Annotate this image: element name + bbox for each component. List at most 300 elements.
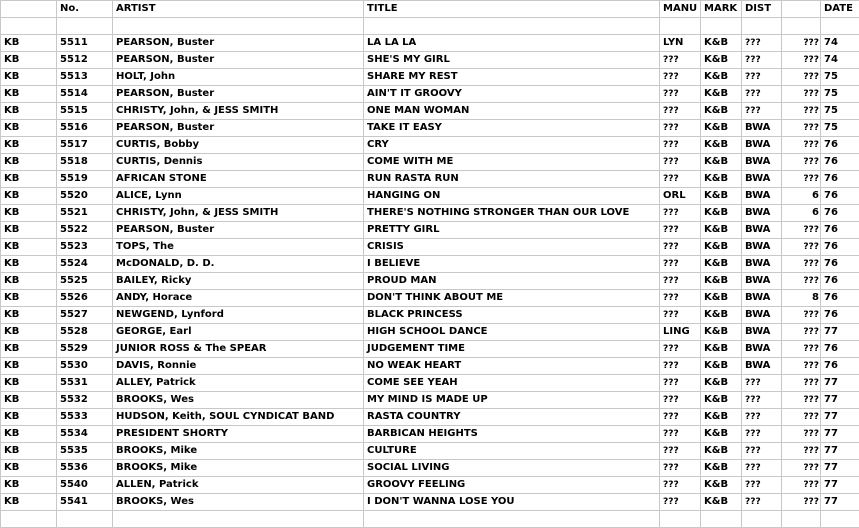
cell-manu[interactable]: ???	[660, 256, 701, 273]
cell-count[interactable]: ???	[782, 375, 821, 392]
cell-count[interactable]: ???	[782, 494, 821, 511]
cell-label[interactable]: KB	[1, 69, 57, 86]
cell-number[interactable]: 5531	[57, 375, 113, 392]
cell-artist[interactable]: ALLEY, Patrick	[113, 375, 364, 392]
cell-date[interactable]: 77	[821, 477, 859, 494]
table-row	[1, 324, 859, 341]
cell-count[interactable]: ???	[782, 69, 821, 86]
cell-date[interactable]: 77	[821, 494, 859, 511]
cell-count[interactable]: ???	[782, 86, 821, 103]
cell-mark[interactable]: K&B	[701, 494, 742, 511]
cell-number[interactable]: 5514	[57, 86, 113, 103]
cell-manu[interactable]: ???	[660, 222, 701, 239]
header-cell-date[interactable]: DATE	[821, 1, 859, 18]
empty-cell[interactable]	[742, 18, 782, 35]
cell-manu[interactable]: ???	[660, 477, 701, 494]
cell-label[interactable]: KB	[1, 392, 57, 409]
cell-mark[interactable]: K&B	[701, 154, 742, 171]
cell-title[interactable]: ONE MAN WOMAN	[364, 103, 660, 120]
cell-label[interactable]: KB	[1, 477, 57, 494]
cell-artist[interactable]: CHRISTY, John, & JESS SMITH	[113, 205, 364, 222]
cell-dist[interactable]: BWA	[742, 154, 782, 171]
cell-mark[interactable]: K&B	[701, 69, 742, 86]
empty-cell[interactable]	[821, 18, 859, 35]
cell-number[interactable]: 5523	[57, 239, 113, 256]
cell-label[interactable]: KB	[1, 188, 57, 205]
cell-dist[interactable]: BWA	[742, 290, 782, 307]
cell-artist[interactable]: NEWGEND, Lynford	[113, 307, 364, 324]
cell-count[interactable]: ???	[782, 222, 821, 239]
cell-number[interactable]: 5530	[57, 358, 113, 375]
cell-date[interactable]: 74	[821, 52, 859, 69]
empty-row	[1, 511, 859, 528]
cell-count[interactable]: ???	[782, 443, 821, 460]
cell-date[interactable]: 76	[821, 205, 859, 222]
empty-cell[interactable]	[782, 18, 821, 35]
cell-title[interactable]: HIGH SCHOOL DANCE	[364, 324, 660, 341]
cell-date[interactable]: 77	[821, 324, 859, 341]
cell-manu[interactable]: ???	[660, 341, 701, 358]
cell-label[interactable]: KB	[1, 86, 57, 103]
cell-dist[interactable]: BWA	[742, 341, 782, 358]
table-row	[1, 358, 859, 375]
cell-artist[interactable]: ANDY, Horace	[113, 290, 364, 307]
cell-count[interactable]: ???	[782, 154, 821, 171]
cell-count[interactable]: 8	[782, 290, 821, 307]
empty-cell[interactable]	[1, 511, 57, 528]
cell-label[interactable]: KB	[1, 137, 57, 154]
cell-artist[interactable]: GEORGE, Earl	[113, 324, 364, 341]
cell-mark[interactable]: K&B	[701, 290, 742, 307]
cell-date[interactable]: 76	[821, 256, 859, 273]
cell-number[interactable]: 5511	[57, 35, 113, 52]
cell-label[interactable]: KB	[1, 358, 57, 375]
cell-mark[interactable]: K&B	[701, 358, 742, 375]
table-row	[1, 120, 859, 137]
table-row	[1, 307, 859, 324]
cell-label[interactable]: KB	[1, 443, 57, 460]
cell-mark[interactable]: K&B	[701, 460, 742, 477]
table-row	[1, 341, 859, 358]
cell-artist[interactable]: HUDSON, Keith, SOUL CYNDICAT BAND	[113, 409, 364, 426]
cell-number[interactable]: 5527	[57, 307, 113, 324]
cell-count[interactable]: ???	[782, 392, 821, 409]
cell-count[interactable]: ???	[782, 52, 821, 69]
cell-dist[interactable]: BWA	[742, 239, 782, 256]
cell-count[interactable]: 6	[782, 205, 821, 222]
cell-number[interactable]: 5540	[57, 477, 113, 494]
cell-mark[interactable]: K&B	[701, 256, 742, 273]
cell-dist[interactable]: ???	[742, 460, 782, 477]
table-row	[1, 86, 859, 103]
cell-artist[interactable]: BROOKS, Wes	[113, 494, 364, 511]
cell-number[interactable]: 5528	[57, 324, 113, 341]
cell-dist[interactable]: BWA	[742, 358, 782, 375]
cell-number[interactable]: 5513	[57, 69, 113, 86]
cell-mark[interactable]: K&B	[701, 477, 742, 494]
cell-date[interactable]: 76	[821, 307, 859, 324]
cell-date[interactable]: 76	[821, 222, 859, 239]
cell-dist[interactable]: BWA	[742, 256, 782, 273]
cell-title[interactable]: PRETTY GIRL	[364, 222, 660, 239]
header-cell-dist[interactable]: DIST	[742, 1, 782, 18]
cell-mark[interactable]: K&B	[701, 52, 742, 69]
cell-manu[interactable]: LYN	[660, 35, 701, 52]
cell-number[interactable]: 5533	[57, 409, 113, 426]
cell-label[interactable]: KB	[1, 52, 57, 69]
cell-number[interactable]: 5535	[57, 443, 113, 460]
cell-manu[interactable]: ???	[660, 52, 701, 69]
cell-title[interactable]: NO WEAK HEART	[364, 358, 660, 375]
cell-title[interactable]: BARBICAN HEIGHTS	[364, 426, 660, 443]
empty-cell[interactable]	[364, 511, 660, 528]
cell-label[interactable]: KB	[1, 103, 57, 120]
cell-artist[interactable]: AFRICAN STONE	[113, 171, 364, 188]
empty-cell[interactable]	[113, 18, 364, 35]
cell-artist[interactable]: BROOKS, Mike	[113, 460, 364, 477]
cell-title[interactable]: SOCIAL LIVING	[364, 460, 660, 477]
cell-manu[interactable]: LING	[660, 324, 701, 341]
empty-cell[interactable]	[821, 511, 859, 528]
header-cell-label[interactable]	[1, 1, 57, 18]
cell-count[interactable]: ???	[782, 273, 821, 290]
cell-title[interactable]: BLACK PRINCESS	[364, 307, 660, 324]
cell-label[interactable]: KB	[1, 222, 57, 239]
cell-artist[interactable]: CURTIS, Dennis	[113, 154, 364, 171]
cell-manu[interactable]: ???	[660, 460, 701, 477]
cell-dist[interactable]: BWA	[742, 205, 782, 222]
cell-title[interactable]: PROUD MAN	[364, 273, 660, 290]
cell-artist[interactable]: PEARSON, Buster	[113, 222, 364, 239]
cell-date[interactable]: 75	[821, 120, 859, 137]
cell-dist[interactable]: ???	[742, 443, 782, 460]
cell-number[interactable]: 5526	[57, 290, 113, 307]
empty-cell[interactable]	[1, 18, 57, 35]
cell-label[interactable]: KB	[1, 205, 57, 222]
cell-manu[interactable]: ???	[660, 494, 701, 511]
cell-artist[interactable]: McDONALD, D. D.	[113, 256, 364, 273]
cell-count[interactable]: ???	[782, 35, 821, 52]
cell-label[interactable]: KB	[1, 120, 57, 137]
cell-manu[interactable]: ???	[660, 290, 701, 307]
cell-dist[interactable]: ???	[742, 409, 782, 426]
cell-date[interactable]: 76	[821, 171, 859, 188]
cell-count[interactable]: ???	[782, 103, 821, 120]
cell-date[interactable]: 76	[821, 239, 859, 256]
cell-manu[interactable]: ???	[660, 86, 701, 103]
cell-artist[interactable]: PRESIDENT SHORTY	[113, 426, 364, 443]
cell-artist[interactable]: BROOKS, Mike	[113, 443, 364, 460]
cell-dist[interactable]: BWA	[742, 120, 782, 137]
cell-artist[interactable]: JUNIOR ROSS & The SPEAR	[113, 341, 364, 358]
cell-mark[interactable]: K&B	[701, 86, 742, 103]
cell-manu[interactable]: ???	[660, 137, 701, 154]
cell-number[interactable]: 5536	[57, 460, 113, 477]
empty-cell[interactable]	[782, 511, 821, 528]
cell-mark[interactable]: K&B	[701, 392, 742, 409]
header-row	[1, 1, 859, 18]
empty-cell[interactable]	[660, 511, 701, 528]
cell-number[interactable]: 5521	[57, 205, 113, 222]
cell-date[interactable]: 77	[821, 443, 859, 460]
cell-title[interactable]: DON'T THINK ABOUT ME	[364, 290, 660, 307]
cell-date[interactable]: 76	[821, 358, 859, 375]
cell-title[interactable]: GROOVY FEELING	[364, 477, 660, 494]
table-row	[1, 375, 859, 392]
cell-count[interactable]: ???	[782, 120, 821, 137]
cell-number[interactable]: 5541	[57, 494, 113, 511]
cell-dist[interactable]: BWA	[742, 324, 782, 341]
cell-number[interactable]: 5516	[57, 120, 113, 137]
table-body	[1, 1, 859, 528]
cell-label[interactable]: KB	[1, 426, 57, 443]
cell-title[interactable]: HANGING ON	[364, 188, 660, 205]
cell-mark[interactable]: K&B	[701, 324, 742, 341]
cell-title[interactable]: TAKE IT EASY	[364, 120, 660, 137]
cell-number[interactable]: 5529	[57, 341, 113, 358]
cell-dist[interactable]: ???	[742, 477, 782, 494]
cell-date[interactable]: 74	[821, 35, 859, 52]
cell-dist[interactable]: ???	[742, 103, 782, 120]
empty-row	[1, 18, 859, 35]
cell-title[interactable]: JUDGEMENT TIME	[364, 341, 660, 358]
cell-artist[interactable]: BROOKS, Wes	[113, 392, 364, 409]
cell-title[interactable]: RASTA COUNTRY	[364, 409, 660, 426]
cell-title[interactable]: RUN RASTA RUN	[364, 171, 660, 188]
cell-artist[interactable]: ALICE, Lynn	[113, 188, 364, 205]
cell-title[interactable]: MY MIND IS MADE UP	[364, 392, 660, 409]
cell-manu[interactable]: ???	[660, 239, 701, 256]
empty-cell[interactable]	[364, 18, 660, 35]
cell-artist[interactable]: PEARSON, Buster	[113, 120, 364, 137]
cell-count[interactable]: ???	[782, 409, 821, 426]
cell-mark[interactable]: K&B	[701, 375, 742, 392]
cell-label[interactable]: KB	[1, 273, 57, 290]
table-row	[1, 256, 859, 273]
cell-title[interactable]: SHARE MY REST	[364, 69, 660, 86]
cell-mark[interactable]: K&B	[701, 35, 742, 52]
header-cell-mark[interactable]: MARK	[701, 1, 742, 18]
cell-number[interactable]: 5517	[57, 137, 113, 154]
empty-cell[interactable]	[701, 511, 742, 528]
cell-title[interactable]: CRY	[364, 137, 660, 154]
cell-artist[interactable]: CHRISTY, John, & JESS SMITH	[113, 103, 364, 120]
cell-date[interactable]: 75	[821, 86, 859, 103]
cell-label[interactable]: KB	[1, 171, 57, 188]
header-cell-manu[interactable]: MANU	[660, 1, 701, 18]
cell-dist[interactable]: ???	[742, 69, 782, 86]
cell-manu[interactable]: ???	[660, 426, 701, 443]
cell-manu[interactable]: ???	[660, 273, 701, 290]
cell-count[interactable]: ???	[782, 460, 821, 477]
table-row	[1, 171, 859, 188]
cell-title[interactable]: COME SEE YEAH	[364, 375, 660, 392]
cell-count[interactable]: 6	[782, 188, 821, 205]
cell-count[interactable]: ???	[782, 256, 821, 273]
cell-mark[interactable]: K&B	[701, 188, 742, 205]
header-cell-number[interactable]: No.	[57, 1, 113, 18]
table-row	[1, 443, 859, 460]
cell-label[interactable]: KB	[1, 409, 57, 426]
cell-label[interactable]: KB	[1, 35, 57, 52]
cell-dist[interactable]: BWA	[742, 307, 782, 324]
cell-mark[interactable]: K&B	[701, 222, 742, 239]
cell-manu[interactable]: ???	[660, 171, 701, 188]
cell-dist[interactable]: BWA	[742, 222, 782, 239]
cell-count[interactable]: ???	[782, 426, 821, 443]
cell-artist[interactable]: TOPS, The	[113, 239, 364, 256]
cell-dist[interactable]: BWA	[742, 273, 782, 290]
cell-label[interactable]: KB	[1, 307, 57, 324]
cell-count[interactable]: ???	[782, 358, 821, 375]
empty-cell[interactable]	[742, 511, 782, 528]
table-row	[1, 290, 859, 307]
cell-number[interactable]: 5532	[57, 392, 113, 409]
cell-manu[interactable]: ???	[660, 103, 701, 120]
cell-artist[interactable]: DAVIS, Ronnie	[113, 358, 364, 375]
cell-mark[interactable]: K&B	[701, 137, 742, 154]
cell-mark[interactable]: K&B	[701, 205, 742, 222]
cell-mark[interactable]: K&B	[701, 171, 742, 188]
cell-date[interactable]: 75	[821, 103, 859, 120]
cell-number[interactable]: 5519	[57, 171, 113, 188]
cell-date[interactable]: 76	[821, 188, 859, 205]
cell-artist[interactable]: BAILEY, Ricky	[113, 273, 364, 290]
cell-artist[interactable]: CURTIS, Bobby	[113, 137, 364, 154]
cell-manu[interactable]: ???	[660, 375, 701, 392]
cell-title[interactable]: SHE'S MY GIRL	[364, 52, 660, 69]
cell-artist[interactable]: ALLEN, Patrick	[113, 477, 364, 494]
cell-count[interactable]: ???	[782, 137, 821, 154]
cell-dist[interactable]: ???	[742, 426, 782, 443]
empty-cell[interactable]	[660, 18, 701, 35]
cell-mark[interactable]: K&B	[701, 120, 742, 137]
cell-label[interactable]: KB	[1, 375, 57, 392]
cell-date[interactable]: 76	[821, 137, 859, 154]
cell-manu[interactable]: ???	[660, 205, 701, 222]
cell-date[interactable]: 77	[821, 392, 859, 409]
cell-number[interactable]: 5524	[57, 256, 113, 273]
cell-number[interactable]: 5518	[57, 154, 113, 171]
empty-cell[interactable]	[57, 18, 113, 35]
cell-manu[interactable]: ???	[660, 69, 701, 86]
cell-date[interactable]: 76	[821, 341, 859, 358]
cell-title[interactable]: CULTURE	[364, 443, 660, 460]
cell-count[interactable]: ???	[782, 307, 821, 324]
cell-date[interactable]: 77	[821, 409, 859, 426]
cell-number[interactable]: 5515	[57, 103, 113, 120]
cell-mark[interactable]: K&B	[701, 239, 742, 256]
cell-manu[interactable]: ???	[660, 154, 701, 171]
cell-title[interactable]: CRISIS	[364, 239, 660, 256]
cell-artist[interactable]: PEARSON, Buster	[113, 52, 364, 69]
table-row	[1, 392, 859, 409]
cell-dist[interactable]: BWA	[742, 188, 782, 205]
cell-mark[interactable]: K&B	[701, 273, 742, 290]
cell-mark[interactable]: K&B	[701, 341, 742, 358]
cell-label[interactable]: KB	[1, 256, 57, 273]
cell-manu[interactable]: ???	[660, 443, 701, 460]
cell-mark[interactable]: K&B	[701, 103, 742, 120]
header-cell-blank[interactable]	[782, 1, 821, 18]
cell-count[interactable]: ???	[782, 341, 821, 358]
cell-label[interactable]: KB	[1, 460, 57, 477]
cell-manu[interactable]: ???	[660, 120, 701, 137]
cell-dist[interactable]: ???	[742, 35, 782, 52]
cell-date[interactable]: 76	[821, 273, 859, 290]
cell-number[interactable]: 5520	[57, 188, 113, 205]
cell-date[interactable]: 76	[821, 154, 859, 171]
cell-mark[interactable]: K&B	[701, 307, 742, 324]
cell-dist[interactable]: ???	[742, 375, 782, 392]
cell-dist[interactable]: BWA	[742, 171, 782, 188]
cell-date[interactable]: 75	[821, 69, 859, 86]
cell-count[interactable]: ???	[782, 239, 821, 256]
cell-dist[interactable]: ???	[742, 52, 782, 69]
cell-manu[interactable]: ???	[660, 307, 701, 324]
cell-date[interactable]: 77	[821, 426, 859, 443]
cell-title[interactable]: AIN'T IT GROOVY	[364, 86, 660, 103]
cell-label[interactable]: KB	[1, 341, 57, 358]
cell-dist[interactable]: ???	[742, 86, 782, 103]
cell-date[interactable]: 77	[821, 375, 859, 392]
header-cell-title[interactable]: TITLE	[364, 1, 660, 18]
cell-title[interactable]: COME WITH ME	[364, 154, 660, 171]
cell-label[interactable]: KB	[1, 494, 57, 511]
cell-count[interactable]: ???	[782, 171, 821, 188]
cell-mark[interactable]: K&B	[701, 409, 742, 426]
cell-manu[interactable]: ???	[660, 358, 701, 375]
cell-label[interactable]: KB	[1, 324, 57, 341]
header-cell-artist[interactable]: ARTIST	[113, 1, 364, 18]
cell-artist[interactable]: HOLT, John	[113, 69, 364, 86]
cell-manu[interactable]: ORL	[660, 188, 701, 205]
table-row	[1, 222, 859, 239]
cell-title[interactable]: THERE'S NOTHING STRONGER THAN OUR LOVE	[364, 205, 660, 222]
cell-title[interactable]: LA LA LA	[364, 35, 660, 52]
cell-dist[interactable]: BWA	[742, 137, 782, 154]
cell-manu[interactable]: ???	[660, 409, 701, 426]
cell-count[interactable]: ???	[782, 324, 821, 341]
empty-cell[interactable]	[113, 511, 364, 528]
cell-mark[interactable]: K&B	[701, 443, 742, 460]
cell-dist[interactable]: ???	[742, 392, 782, 409]
cell-number[interactable]: 5512	[57, 52, 113, 69]
cell-mark[interactable]: K&B	[701, 426, 742, 443]
cell-label[interactable]: KB	[1, 239, 57, 256]
cell-artist[interactable]: PEARSON, Buster	[113, 86, 364, 103]
cell-number[interactable]: 5534	[57, 426, 113, 443]
cell-title[interactable]: I BELIEVE	[364, 256, 660, 273]
cell-date[interactable]: 77	[821, 460, 859, 477]
cell-title[interactable]: I DON'T WANNA LOSE YOU	[364, 494, 660, 511]
cell-manu[interactable]: ???	[660, 392, 701, 409]
table-row	[1, 103, 859, 120]
cell-label[interactable]: KB	[1, 290, 57, 307]
table-row	[1, 205, 859, 222]
cell-number[interactable]: 5522	[57, 222, 113, 239]
empty-cell[interactable]	[57, 511, 113, 528]
cell-count[interactable]: ???	[782, 477, 821, 494]
cell-date[interactable]: 76	[821, 290, 859, 307]
table-row	[1, 188, 859, 205]
cell-label[interactable]: KB	[1, 154, 57, 171]
empty-cell[interactable]	[701, 18, 742, 35]
cell-dist[interactable]: ???	[742, 494, 782, 511]
table-row	[1, 409, 859, 426]
cell-number[interactable]: 5525	[57, 273, 113, 290]
cell-artist[interactable]: PEARSON, Buster	[113, 35, 364, 52]
